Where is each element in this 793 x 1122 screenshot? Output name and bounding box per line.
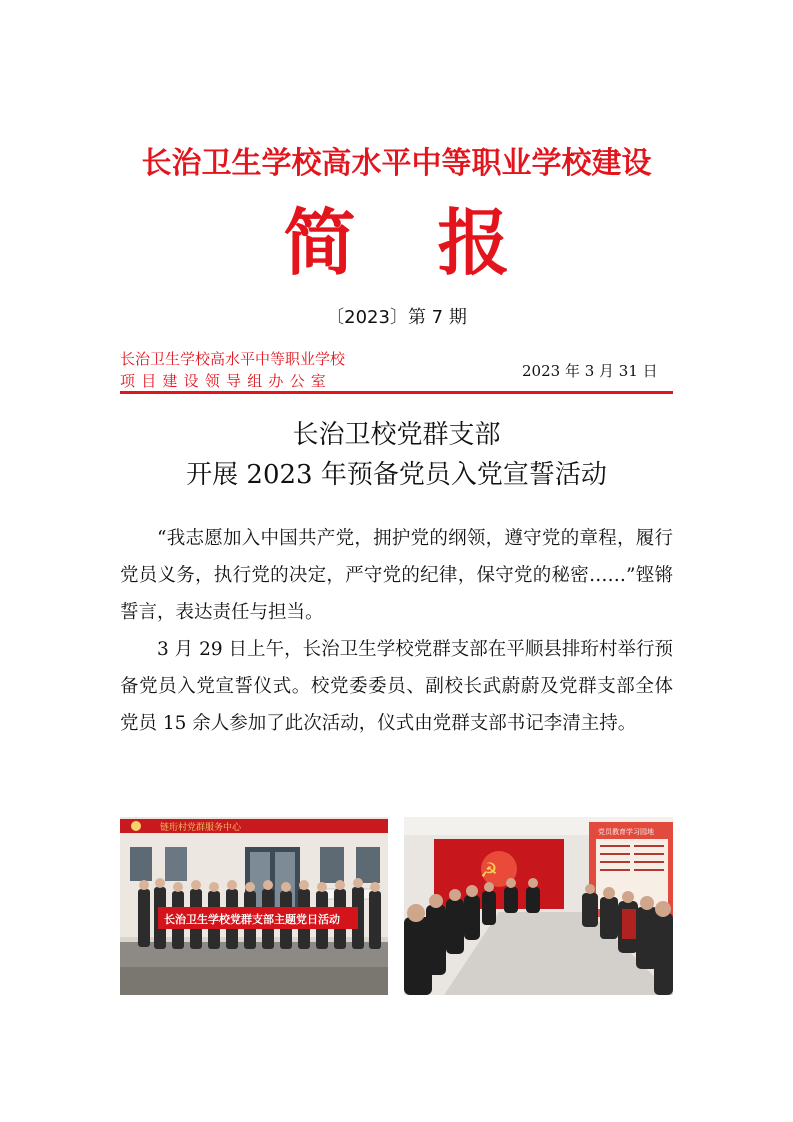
issuing-office-line1: 长治卫生学校高水平中等职业学校 — [120, 350, 346, 368]
svg-text:☭: ☭ — [480, 858, 498, 882]
issuing-office — [120, 348, 345, 392]
study-board-title: 党员教育学习园地 — [598, 828, 654, 836]
issuing-office-line2: 项目建设领导组办公室 — [120, 372, 333, 390]
red-divider — [120, 391, 673, 394]
article-title-line2: 开展 2023 年预备党员入党宣誓活动 — [186, 460, 607, 490]
issue-date: 2023 年 3 月 31 日 — [522, 362, 658, 380]
issue-number: 〔2023〕第 7 期 — [326, 307, 467, 328]
article-title-line1: 长治卫校党群支部 — [292, 420, 501, 450]
masthead-title: 长治卫生学校高水平中等职业学校建设 — [141, 146, 652, 181]
activity-banner-text: 长治卫生学校党群支部主题党日活动 — [164, 913, 340, 926]
article-body — [120, 520, 673, 742]
article-paragraph: 3 月 29 日上午，长治卫生学校党群支部在平顺县排珩村举行预备党员入党宣誓仪式。校党委委员、副校长武蔚蔚及党群支部全体党员 15 余人参加了此次活动，仪式由党群支部书记李清主持。 — [120, 639, 673, 734]
group-photo — [120, 817, 388, 995]
article-title — [0, 415, 793, 495]
masthead-char-1: 简 — [283, 201, 356, 285]
masthead-char-2: 报 — [437, 201, 510, 285]
masthead-brief — [0, 198, 793, 288]
center-sign-text: 链珩村党群服务中心 — [160, 823, 242, 833]
article-paragraph: “我志愿加入中国共产党，拥护党的纲领，遵守党的章程，履行党员义务，执行党的决定，严守党的纪律，保守党的秘密……”铿锵誓言，表达责任与担当。 — [120, 528, 673, 623]
meeting-photo — [404, 817, 673, 995]
